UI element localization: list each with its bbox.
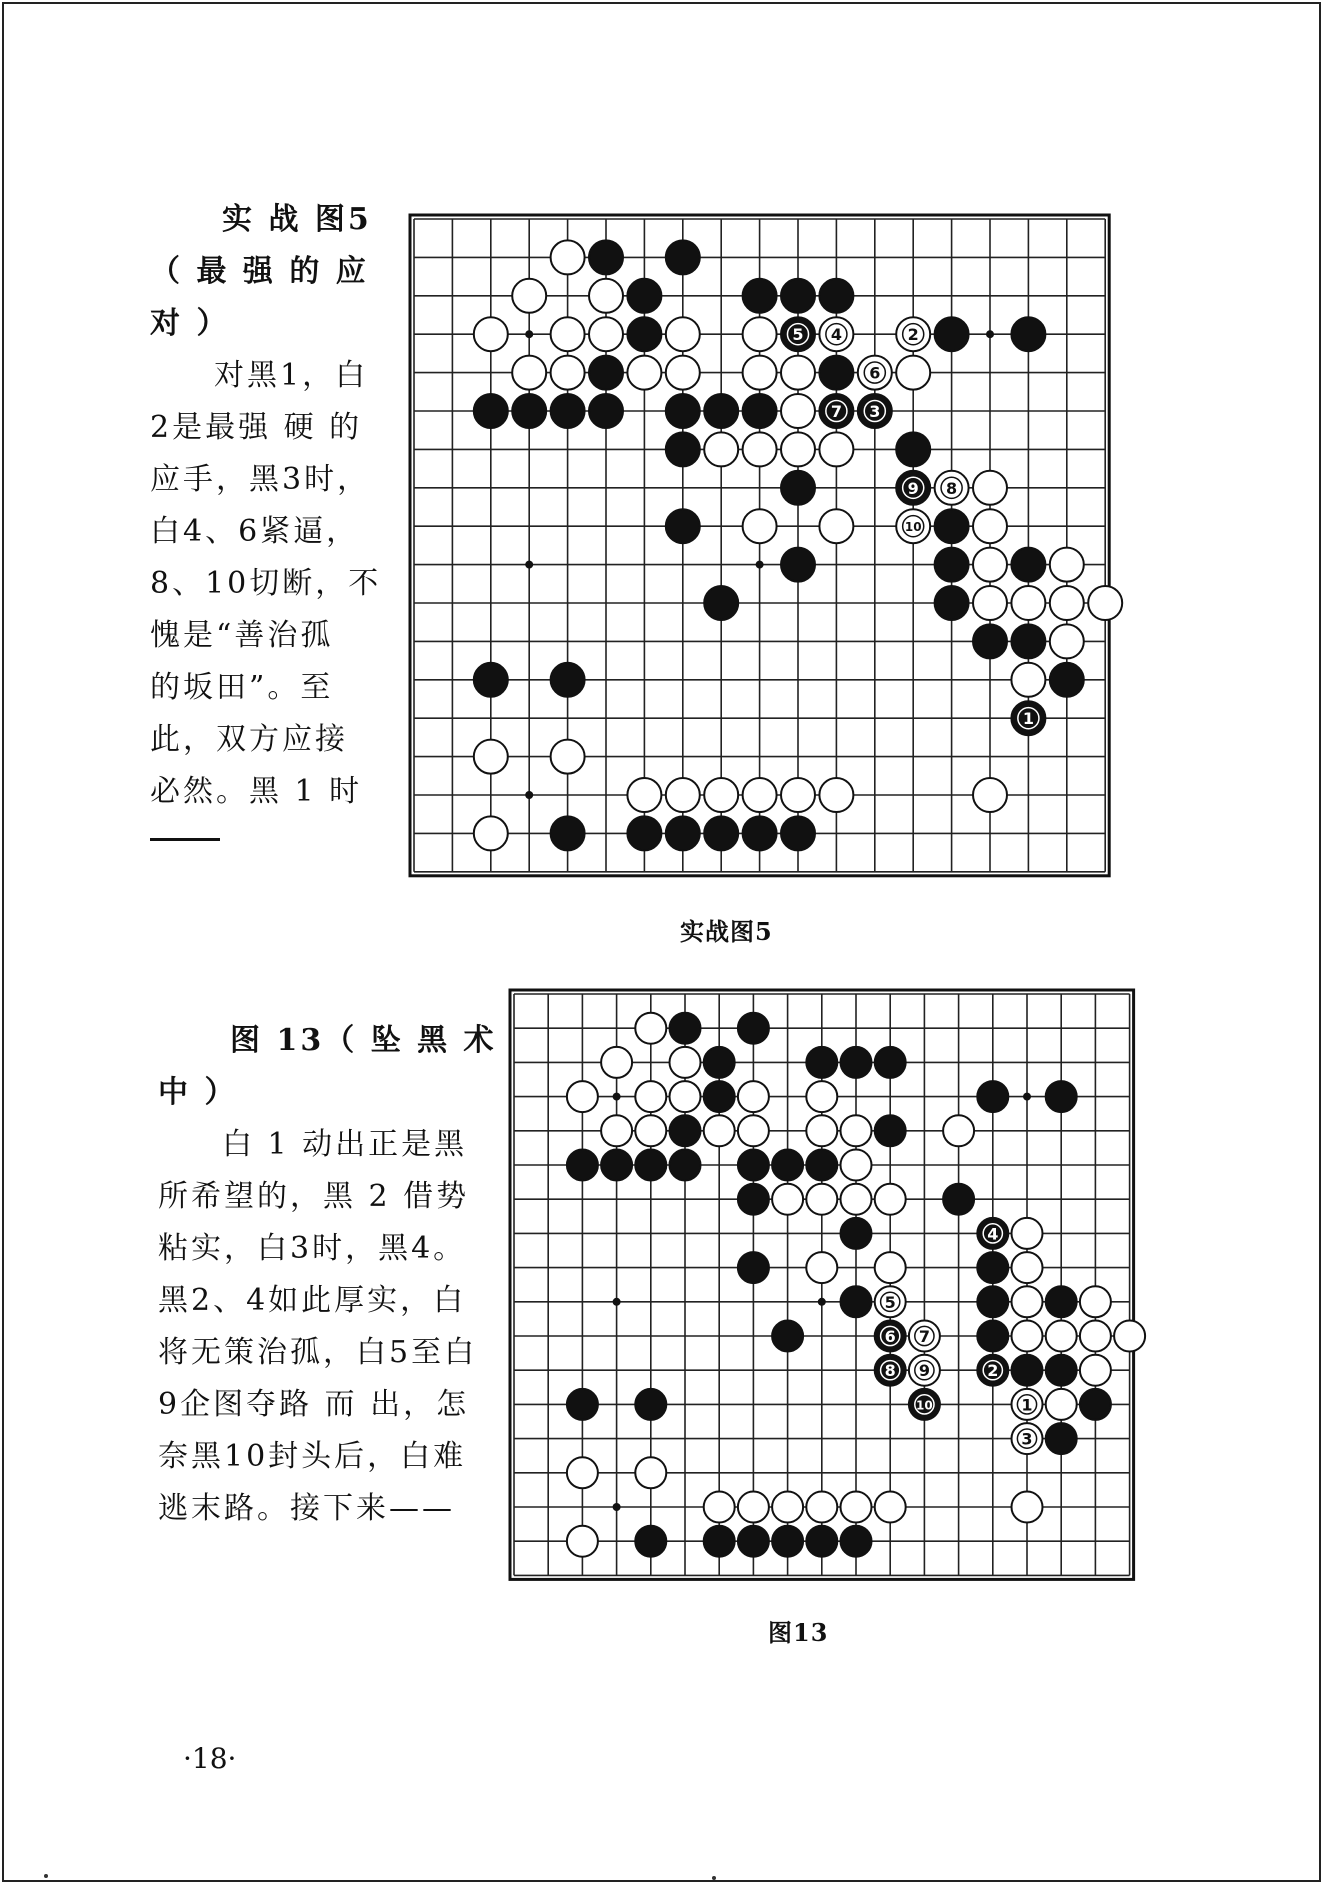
black-stone [743,816,777,850]
white-stone [567,1526,598,1557]
white-stone [1050,586,1084,620]
black-stone [841,1286,872,1317]
black-stone [474,394,508,428]
black-stone [1046,1286,1077,1317]
white-stone [704,432,738,466]
black-stone [627,317,661,351]
section1-body-line: 的坂田”。至 [150,670,334,705]
section2-body-line: 奈黑10封头后，白难 [158,1439,467,1474]
black-stone [666,816,700,850]
move-number-label: 9 [907,478,919,498]
move-number-label: 1 [1022,709,1034,729]
section1-title-line2: （ 最 强 的 应 [150,254,369,289]
black-stone [1050,663,1084,697]
diagram-2-caption: 图13 [768,1618,829,1647]
move-number-label: 8 [946,478,958,498]
move-number-label: 1 [1021,1395,1033,1415]
white-stone [1012,1218,1043,1249]
black-stone [627,279,661,313]
white-stone [738,1081,769,1112]
white-stone [806,1492,837,1523]
scan-speck [712,1876,716,1880]
page-number: ·18· [183,1742,237,1775]
white-stone [474,317,508,351]
white-stone [1050,548,1084,582]
black-stone [896,432,930,466]
white-stone [738,1115,769,1146]
black-stone [666,432,700,466]
black-stone [1011,548,1045,582]
black-stone [819,356,853,390]
white-stone [875,1252,906,1283]
white-stone [772,1492,803,1523]
black-stone [977,1252,1008,1283]
white-stone [551,240,585,274]
white-stone [704,1115,735,1146]
black-stone [1080,1389,1111,1420]
black-stone [601,1150,632,1181]
black-stone [935,586,969,620]
black-stone [474,663,508,697]
move-number-label: 10 [904,520,922,535]
star-point [525,561,533,569]
black-stone [1011,624,1045,658]
white-stone [743,317,777,351]
white-stone [806,1115,837,1146]
section2-title-line1: 图 13（ 坠 黑 术 [230,1023,497,1058]
section1-body-line: 8、10切断，不 [150,566,382,601]
white-stone [896,356,930,390]
white-stone [875,1184,906,1215]
black-stone [806,1150,837,1181]
white-stone [841,1184,872,1215]
section2-body-line: 逃末路。接下来—— [158,1491,455,1526]
white-stone [841,1150,872,1181]
white-stone [743,509,777,543]
black-stone [743,394,777,428]
black-stone [1012,1355,1043,1386]
black-stone [589,240,623,274]
section1-body-line: 白4、6紧逼， [150,514,360,549]
black-stone [704,1081,735,1112]
black-stone [806,1047,837,1078]
star-point [986,330,994,338]
white-stone [943,1115,974,1146]
white-stone [806,1081,837,1112]
white-stone [781,356,815,390]
black-stone [551,663,585,697]
white-stone [743,356,777,390]
white-stone [474,740,508,774]
white-stone [512,279,546,313]
move-number-label: 4 [987,1224,999,1244]
black-stone [589,356,623,390]
white-stone [738,1492,769,1523]
white-stone [772,1184,803,1215]
section2-text [158,1015,497,1535]
move-number-label: 3 [1021,1429,1033,1449]
black-stone [635,1389,666,1420]
black-stone [666,240,700,274]
white-stone [743,432,777,466]
white-stone [551,740,585,774]
move-number-label: 5 [792,325,804,345]
black-stone [875,1047,906,1078]
white-stone [474,816,508,850]
black-stone [704,1526,735,1557]
move-number-label: 4 [830,325,842,345]
black-stone [781,279,815,313]
black-stone [935,548,969,582]
star-point [818,1298,826,1306]
black-stone [943,1184,974,1215]
black-stone [1046,1423,1077,1454]
black-stone [666,394,700,428]
black-stone [977,1286,1008,1317]
black-stone [977,1081,1008,1112]
black-stone [1046,1355,1077,1386]
white-stone [627,356,661,390]
section1-text [150,194,382,841]
white-stone [589,279,623,313]
black-stone [772,1321,803,1352]
white-stone [1012,1286,1043,1317]
white-stone [1046,1389,1077,1420]
star-point [613,1093,621,1101]
black-stone [567,1389,598,1420]
white-stone [1012,1252,1043,1283]
section1-body-line: 必然。黑 1 时 [150,774,363,809]
section1-body-line: 2是最强 硬 的 [150,410,363,445]
star-point [756,561,764,569]
white-stone [781,394,815,428]
star-point [525,330,533,338]
black-stone [841,1047,872,1078]
white-stone [635,1013,666,1044]
white-stone [635,1115,666,1146]
black-stone [738,1184,769,1215]
black-stone [567,1150,598,1181]
black-stone [738,1252,769,1283]
white-stone [635,1457,666,1488]
black-stone [841,1218,872,1249]
white-stone [1088,586,1122,620]
continuation-dash [150,838,220,841]
section1-body-line: 对黑1，白 [214,358,369,393]
white-stone [806,1252,837,1283]
white-stone [819,509,853,543]
white-stone [819,778,853,812]
black-stone [627,816,661,850]
black-stone [635,1526,666,1557]
black-stone [738,1526,769,1557]
section1-body-line: 此，双方应接 [150,722,348,757]
white-stone [1012,1492,1043,1523]
black-stone [772,1150,803,1181]
white-stone [1080,1286,1111,1317]
white-stone [973,586,1007,620]
white-stone [627,778,661,812]
section2-body-line: 黑2、4如此厚实，白 [158,1283,467,1318]
move-number-label: 10 [916,1398,933,1413]
black-stone [935,317,969,351]
move-number-label: 7 [918,1327,930,1346]
diagram-1-caption: 实战图5 [680,917,773,946]
black-stone [1011,317,1045,351]
white-stone [973,471,1007,505]
white-stone [1114,1321,1145,1352]
black-stone [819,279,853,313]
white-stone [551,317,585,351]
white-stone [601,1115,632,1146]
black-stone [841,1526,872,1557]
white-stone [1046,1321,1077,1352]
white-stone [567,1457,598,1488]
black-stone [1046,1081,1077,1112]
white-stone [1080,1321,1111,1352]
white-stone [567,1081,598,1112]
black-stone [666,509,700,543]
black-stone [743,279,777,313]
white-stone [841,1492,872,1523]
black-stone [512,394,546,428]
black-stone [738,1150,769,1181]
white-stone [666,317,700,351]
section2-body-line: 所希望的，黑 2 借势 [158,1179,470,1214]
white-stone [666,778,700,812]
black-stone [670,1150,701,1181]
white-stone [635,1081,666,1112]
white-stone [589,317,623,351]
section2-body-line: 9企图夺路 而 出，怎 [158,1387,470,1422]
white-stone [1011,663,1045,697]
black-stone [977,1321,1008,1352]
white-stone [1050,624,1084,658]
black-stone [806,1526,837,1557]
go-diagram-1 [410,215,1130,905]
white-stone [704,778,738,812]
white-stone [512,356,546,390]
star-point [613,1503,621,1511]
star-point [613,1298,621,1306]
white-stone [819,432,853,466]
white-stone [806,1184,837,1215]
section1-body-line: 愧是“善治孤 [150,618,334,653]
white-stone [670,1047,701,1078]
white-stone [781,778,815,812]
black-stone [772,1526,803,1557]
move-number-label: 3 [869,402,881,421]
black-stone [551,394,585,428]
go-diagram-2 [510,990,1150,1600]
move-number-label: 5 [884,1292,896,1312]
black-stone [781,548,815,582]
star-point [1023,1093,1031,1101]
move-number-label: 9 [918,1361,930,1381]
star-point [525,791,533,799]
white-stone [1012,1321,1043,1352]
move-number-label: 8 [884,1361,896,1381]
black-stone [935,509,969,543]
white-stone [743,778,777,812]
black-stone [973,624,1007,658]
section2-body-line: 白 1 动出正是黑 [222,1127,468,1162]
white-stone [841,1115,872,1146]
move-number-label: 2 [907,325,919,345]
move-number-label: 7 [830,402,842,421]
white-stone [704,1492,735,1523]
black-stone [781,471,815,505]
section1-title-line3: 对 ） [150,306,230,341]
black-stone [738,1013,769,1044]
scan-speck [44,1874,48,1878]
white-stone [1080,1355,1111,1386]
move-number-label: 6 [869,363,881,383]
black-stone [704,816,738,850]
white-stone [666,356,700,390]
white-stone [875,1492,906,1523]
white-stone [551,356,585,390]
black-stone [670,1115,701,1146]
white-stone [781,432,815,466]
black-stone [781,816,815,850]
section2-body-line: 将无策治孤，白5至白 [158,1335,478,1370]
white-stone [1011,586,1045,620]
black-stone [704,394,738,428]
white-stone [670,1081,701,1112]
white-stone [973,778,1007,812]
section1-title-line1: 实 战 图5 [222,202,372,237]
black-stone [875,1115,906,1146]
white-stone [973,509,1007,543]
section2-title-line2: 中 ） [158,1075,238,1110]
black-stone [635,1150,666,1181]
white-stone [601,1047,632,1078]
black-stone [589,394,623,428]
move-number-label: 6 [884,1327,896,1346]
section1-body-line: 应手，黑3时， [150,462,371,497]
black-stone [704,1047,735,1078]
white-stone [973,548,1007,582]
section2-body-line: 粘实，白3时，黑4。 [158,1231,467,1266]
black-stone [670,1013,701,1044]
move-number-label: 2 [987,1361,999,1381]
black-stone [551,816,585,850]
black-stone [704,586,738,620]
